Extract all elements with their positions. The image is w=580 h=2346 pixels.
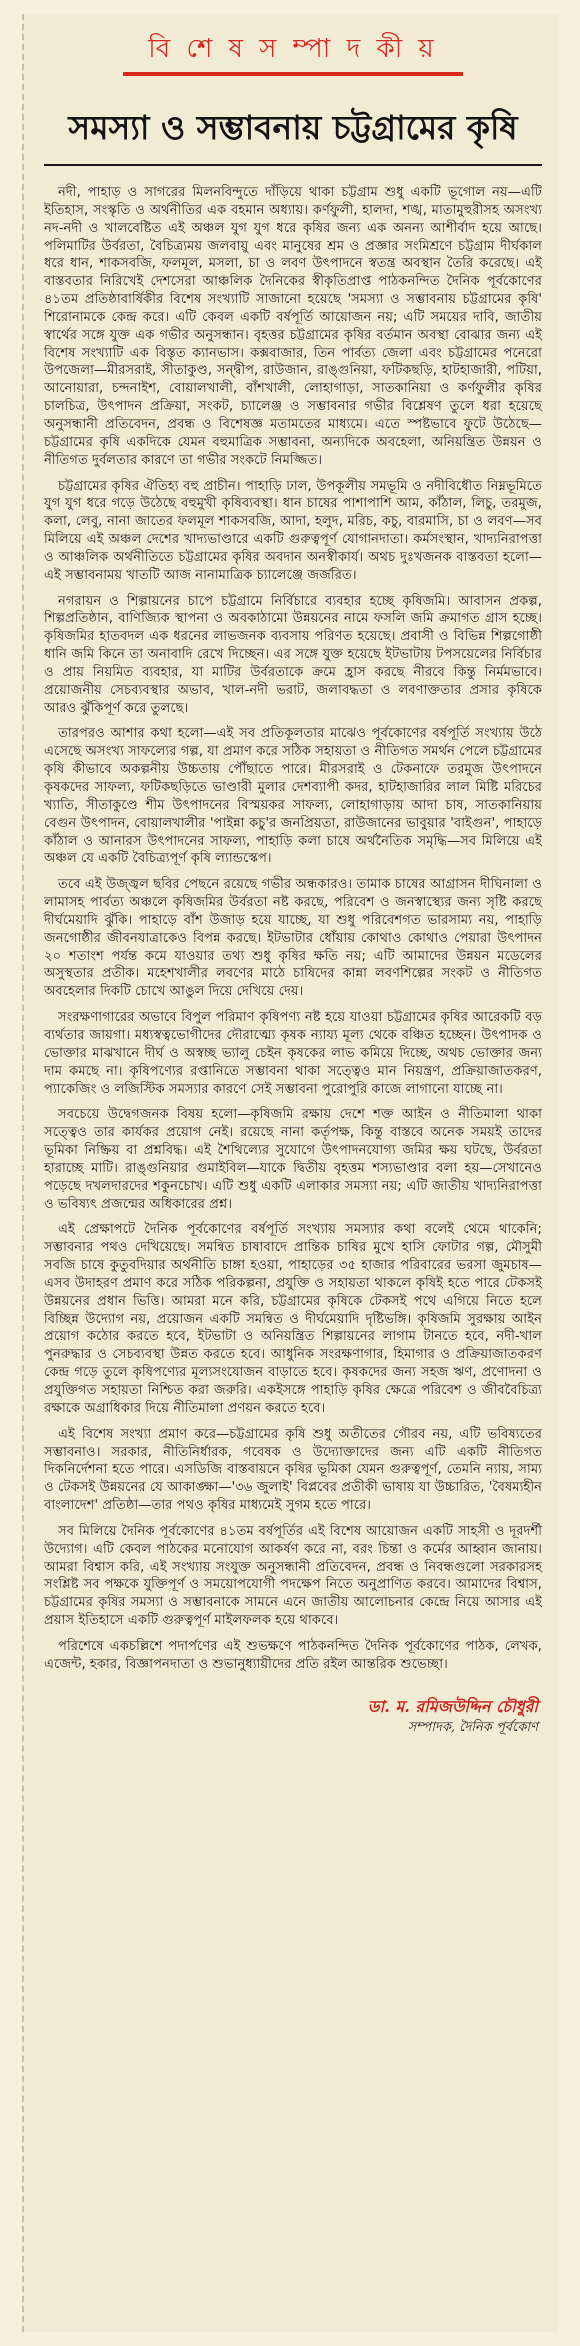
paragraph: সংরক্ষণাগারের অভাবে বিপুল পরিমাণ কৃষিপণ্য নষ্ট হয়ে যাওয়া চট্টগ্রামের কৃষির আরেকটি বড় ব্যর্থতার জায়গা। মধ্যস্বত্বভোগীদের দৌরাত্ম্যে কৃষক ন্যায্য মূল্য থেকে বঞ্চিত হচ্ছেন। উৎপাদক ও ভোক্তার মাঝখানে দীর্ঘ ও অস্বচ্ছ ভ্যালু চেইন কৃষকের লাভ কমিয়ে দিচ্ছে, অথচ ভোক্তার জন্য দাম কমছে না। কৃষিপণ্যের রপ্তানিতে সম্ভাবনা থাকা সত্ত্বেও মান নিয়ন্ত্রণ, প্রক্রিয়াজাতকরণ, প্যাকেজিং ও লজিস্টিক সমস্যার কারণে সেই সম্ভাবনা পুরোপুরি কাজে লাগানো যাচ্ছে না। (44, 1010, 542, 1097)
section-header (44, 14, 542, 76)
paragraph: তারপরও আশার কথা হলো—এই সব প্রতিকূলতার মাঝেও পূর্বকোণের বর্ষপূর্তি সংখ্যায় উঠে এসেছে অসংখ্য সাফল্যের গল্প, যা প্রমাণ করে সঠিক সহায়তা ও নীতিগত সমর্থন পেলে চট্টগ্রামের কৃষি কীভাবে অকল্পনীয় উচ্চতায় পৌঁছাতে পারে। মীরসরাই ও টেকনাফে তরমুজ উৎপাদনে কৃষকদের সাফল্য, ফটিকছড়িতে ভাণ্ডারী মুলার দেশব্যাপী কদর, হাটহাজারির লাল মিষ্টি মরিচের খ্যাতি, সীতাকুণ্ডে শীম উৎপাদনের বিস্ময়কর সাফল্য, লোহাগাড়ায় আদা চাষ, সাতকানিয়ায় বেগুন উৎপাদন, বোয়ালখালীর 'পাইন্না কচু'র জনপ্রিয়তা, রাউজানের ভাবুয়ার 'বাইগুন', পাহাড়ে কাঁঠাল ও আনারস উৎপাদনের সাফল্য, পাহাড়ি কলা চাষে অর্থনৈতিক সমৃদ্ধি—সব মিলিয়ে এই অঞ্চল যে একটি বৈচিত্র্যপূর্ণ কৃষি ল্যান্ডস্কেপ। (44, 726, 542, 867)
paragraph: চট্টগ্রামের কৃষির ঐতিহ্য বহু প্রাচীন। পাহাড়ি ঢাল, উপকূলীয় সমভূমি ও নদীবিধৌত নিম্নভূমিতে যুগ যুগ ধরে গড়ে উঠেছে বহুমুখী কৃষিব্যবস্থা। ধান চাষের পাশাপাশি আম, কাঁঠাল, লিচু, তরমুজ, কলা, লেবু, নানা জাতের ফলমূল শাকসবজি, আদা, হলুদ, মরিচ, কচু, বারমাসি, চা ও লবণ—সব মিলিয়ে এই অঞ্চল দেশের খাদ্যভাণ্ডারে একটি গুরুত্বপূর্ণ যোগানদাতা। কর্মসংস্থান, খাদ্যনিরাপত্তা ও আঞ্চলিক অর্থনীতিতে চট্টগ্রামের কৃষির অবদান অনস্বীকার্য। অথচ দুঃখজনক বাস্তবতা হলো—এই সম্ভাবনাময় খাতটি আজ নানামাত্রিক চ্যালেঞ্জে জর্জরিত। (44, 478, 542, 583)
paragraph: তবে এই উজ্জ্বল ছবির পেছনে রয়েছে গভীর অন্ধকারও। তামাক চাষের আগ্রাসন দীঘিনালা ও লামাসহ পার্বত্য অঞ্চলে কৃষিজমির উর্বরতা নষ্ট করছে, পরিবেশ ও জনস্বাস্থ্যের জন্য সৃষ্টি করছে দীর্ঘমেয়াদি ঝুঁকি। পাহাড়ে বাঁশ উজাড় হয়ে যাচ্ছে, যা শুধু পরিবেশগত ভারসাম্য নয়, পাহাড়ি জনগোষ্ঠীর জীবনযাত্রাকেও বিপন্ন করছে। ইটভাটার ধোঁয়ায় কোথাও কোথাও পেয়ারা উৎপাদন ২০ শতাংশ পর্যন্ত কমে যাওয়ার তথ্য শুধু কৃষির ক্ষতি নয়; এটি আমাদের উন্নয়ন মডেলের অসুস্থতার প্রতীক। মহেশখালীর লবণের মাঠে চাষিদের কান্না লবণশিল্পের সংকট ও নীতিগত অবহেলার দিকটি চোখে আঙুল দিয়ে দেখিয়ে দেয়। (44, 877, 542, 1000)
title-divider (44, 164, 542, 166)
editor-signature (44, 1696, 542, 1738)
editor-designation: সম্পাদক, দৈনিক পূর্বকোণ (407, 1719, 538, 1735)
editorial-column (22, 14, 558, 2332)
kicker-underline (123, 72, 463, 76)
paragraph: পরিশেষে একচল্লিশে পদার্পণের এই শুভক্ষণে পাঠকনন্দিত দৈনিক পূর্বকোণের পাঠক, লেখক, এজেন্ট, হকার, বিজ্ঞাপনদাতা ও শুভানুধ্যায়ীদের প্রতি রইল আন্তরিক শুভেচ্ছা। (44, 1638, 542, 1672)
paragraph: এই বিশেষ সংখ্যা প্রমাণ করে—চট্টগ্রামের কৃষি শুধু অতীতের গৌরব নয়, এটি ভবিষ্যতের সম্ভাবনাও। সরকার, নীতিনির্ধারক, গবেষক ও উদ্যোক্তাদের জন্য এটি একটি নীতিগত দিকনির্দেশনা হতে পারে। এসডিজি বাস্তবায়নে কৃষির ভূমিকা যেমন গুরুত্বপূর্ণ, তেমনি ন্যায়, সাম্য ও টেকসই উন্নয়নের যে আকাঙ্ক্ষা—'৩৬ জুলাই' বিপ্লবের প্রতীকী ভাষায় যা উচ্চারিত, 'বৈষম্যহীন বাংলাদেশ' প্রতিষ্ঠা—তার পথও কৃষির মাধ্যমেই সুগম হতে পারে। (44, 1426, 542, 1514)
article-title: সমস্যা ও সম্ভাবনায় চট্টগ্রামের কৃষি (68, 108, 518, 147)
article-body (44, 184, 542, 1674)
editor-name: ডা. ম. রমিজউদ্দিন চৌধুরী (367, 1696, 538, 1716)
section-kicker: বি শে ষ স ম্পা দ কী য় (148, 34, 438, 64)
paragraph: নদী, পাহাড় ও সাগরের মিলনবিন্দুতে দাঁড়িয়ে থাকা চট্টগ্রাম শুধু একটি ভূগোল নয়—এটি ইতিহাস, সংস্কৃতি ও অর্থনীতির এক বহমান অধ্যায়। কর্ণফুলী, হালদা, শঙ্খ, মাতামুহুরীসহ অসংখ্য নদ-নদী ও খালবেষ্টিত এই অঞ্চল যুগ যুগ ধরে কৃষির জন্য এক অনন্য আশীর্বাদ হয়ে আছে। পলিমাটির উর্বরতা, বৈচিত্র্যময় জলবায়ু এবং মানুষের শ্রম ও প্রজ্ঞার সংমিশ্রণে চট্টগ্রাম দীর্ঘকাল ধরে ধান, শাকসবজি, ফলমূল, মসলা, চা ও লবণ উৎপাদনে স্বতন্ত্র অবস্থান তৈরি করেছে। এই বাস্তবতার নিরিখেই দেশসেরা আঞ্চলিক দৈনিকের স্বীকৃতিপ্রাপ্ত পাঠকনন্দিত দৈনিক পূর্বকোণের ৪১তম প্রতিষ্ঠাবার্ষিকীর বিশেষ সংখ্যাটি সাজানো হয়েছে 'সমস্যা ও সম্ভাবনায় চট্টগ্রামের কৃষি' শিরোনামকে কেন্দ্র করে। এটি কেবল একটি বর্ষপূর্তি আয়োজন নয়; এটি সময়ের দাবি, জাতীয় স্বার্থের সঙ্গে যুক্ত এক গভীর অনুসন্ধান। বৃহত্তর চট্টগ্রামের কৃষির বর্তমান অবস্থা বোঝার জন্য এই বিশেষ সংখ্যাটি এক বিস্তৃত ক্যানভাস। কক্সবাজার, তিন পার্বত্য জেলা এবং চট্টগ্রামের পনেরো উপজেলা—মীরসরাই, সীতাকুণ্ড, সন্দ্বীপ, রাউজান, রাঙ্গুনিয়া, ফটিকছড়ি, হাটহাজারী, পটিয়া, আনোয়ারা, চন্দনাইশ, বোয়ালখালী, বাঁশখালী, লোহাগাড়া, সাতকানিয়া ও কর্ণফুলীর কৃষির চালচিত্র, উৎপাদন প্রক্রিয়া, সংকট, চ্যালেঞ্জ ও সম্ভাবনার গভীর বিশ্লেষণ তুলে ধরা হয়েছে অনুসন্ধানী প্রতিবেদন, প্রবন্ধ ও বিশেষজ্ঞ মতামতের মাধ্যমে। এতে স্পষ্টভাবে ফুটে উঠেছে—চট্টগ্রামের কৃষি একদিকে যেমন বহুমাত্রিক সম্ভাবনা, অন্যদিকে অবহেলা, অনিয়ন্ত্রিত উন্নয়ন ও নীতিগত দুর্বলতার কারণে তা গভীর সংকটে নিমজ্জিত। (44, 185, 542, 468)
paragraph: এই প্রেক্ষাপটে দৈনিক পূর্বকোণের বর্ষপূর্তি সংখ্যায় সমস্যার কথা বলেই থেমে থাকেনি; সম্ভাবনার পথও দেখিয়েছে। সমন্বিত চাষাবাদে প্রান্তিক চাষির মুখে হাসি ফোটার গল্প, মৌসুমী সবজি চাষে কুতুবদিয়ার অর্থনীতি চাঙ্গা হওয়া, পাহাড়ের ৩৫ হাজার পরিবারের ভরসা জুমচাষ—এসব উদাহরণ প্রমাণ করে সঠিক পরিকল্পনা, প্রযুক্তি ও সহায়তা থাকলে কৃষিই হতে পারে টেকসই উন্নয়নের প্রধান ভিত্তি। আমরা মনে করি, চট্টগ্রামের কৃষিকে টেকসই পথে এগিয়ে নিতে হলে বিচ্ছিন্ন উদ্যোগ নয়, প্রয়োজন একটি সমন্বিত ও দীর্ঘমেয়াদি দৃষ্টিভঙ্গি। কৃষিজমি সুরক্ষায় আইন প্রয়োগ কঠোর করতে হবে, ইটভাটা ও অনিয়ন্ত্রিত শিল্পায়নের লাগাম টানতে হবে, নদী-খাল পুনরুদ্ধার ও সেচব্যবস্থা উন্নত করতে হবে। আধুনিক সংরক্ষণাগার, হিমাগার ও প্রক্রিয়াজাতকরণ কেন্দ্র গড়ে তুলে কৃষিপণ্যের মূল্যসংযোজন বাড়াতে হবে। কৃষকদের জন্য সহজ ঋণ, প্রণোদনা ও প্রযুক্তিগত সহায়তা নিশ্চিত করা জরুরি। একইসঙ্গে পাহাড়ি কৃষির ক্ষেত্রে পরিবেশ ও জীববৈচিত্র্য রক্ষাকে অগ্রাধিকার দিয়ে নীতিমালা প্রণয়ন করতে হবে। (44, 1222, 542, 1416)
paragraph: নগরায়ন ও শিল্পায়নের চাপে চট্টগ্রামে নির্বিচারে ব্যবহার হচ্ছে কৃষিজমি। আবাসন প্রকল্প, শিল্পপ্রতিষ্ঠান, বাণিজ্যিক স্থাপনা ও অবকাঠামো উন্নয়নের নামে ফসলি জমি ক্রমাগত গ্রাস হচ্ছে। কৃষিজমির হাতবদল এক ধরনের লাভজনক ব্যবসায় পরিণত হয়েছে। প্রবাসী ও বিভিন্ন শিল্পগোষ্ঠী ধানি জমি কিনে তা অনাবাদি রেখে দিচ্ছেন। এর সঙ্গে যুক্ত হয়েছে ইটভাটায় টপসয়েলের নির্বিচার ও প্রায় নিয়মিত ব্যবহার, যা মাটির উর্বরতাকে ক্রমে হ্রাস করছে নীরবে কিন্তু নির্মমভাবে। প্রয়োজনীয় সেচব্যবস্থার অভাব, খাল-নদী ভরাট, জলাবদ্ধতা ও লবণাক্ততার প্রসার কৃষিকে আরও ঝুঁকিপূর্ণ করে তুলছে। (44, 593, 542, 716)
paragraph: সবচেয়ে উদ্বেগজনক বিষয় হলো—কৃষিজমি রক্ষায় দেশে শক্ত আইন ও নীতিমালা থাকা সত্ত্বেও তার কার্যকর প্রয়োগ নেই। রয়েছে নানা কর্তৃপক্ষ, কিন্তু বাস্তবে অনেক সময়ই তাদের ভূমিকা নিষ্ক্রিয় বা প্রশ্নবিদ্ধ। এই শৈথিল্যের সুযোগে উৎপাদনযোগ্য জমির ক্ষয় ঘটছে, উর্বরতা হারাচ্ছে মাটি। রাঙ্গুনিয়ার গুমাইবিল—যাকে দ্বিতীয় বৃহত্তম শস্যভাণ্ডার বলা হয়—সেখানেও পড়েছে দখলদারদের শকুনচোখ। এটি শুধু একটি এলাকার সমস্যা নয়; এটি জাতীয় খাদ্যনিরাপত্তা ও ভবিষ্যৎ প্রজন্মের অধিকারের প্রশ্ন। (44, 1107, 542, 1212)
paragraph: সব মিলিয়ে দৈনিক পূর্বকোণের ৪১তম বর্ষপূর্তির এই বিশেষ আয়োজন একটি সাহসী ও দূরদর্শী উদ্যোগ। এটি কেবল পাঠকের মনোযোগ আকর্ষণ করে না, বরং চিন্তা ও কর্মের আহ্বান জানায়। আমরা বিশ্বাস করি, এই সংখ্যায় সংযুক্ত অনুসন্ধানী প্রতিবেদন, প্রবন্ধ ও নিবন্ধগুলো সরকারসহ সংশ্লিষ্ট সব পক্ষকে যুক্তিপূর্ণ ও সময়োপযোগী পদক্ষেপ নিতে অনুপ্রাণিত করবে। আমাদের বিশ্বাস, চট্টগ্রামের কৃষির সমস্যা ও সম্ভাবনাকে সামনে এনে জাতীয় আলোচনার কেন্দ্রে নিয়ে আসার এই প্রয়াস ইতিহাসে একটি গুরুত্বপূর্ণ মাইলফলক হয়ে থাকবে। (44, 1523, 542, 1629)
